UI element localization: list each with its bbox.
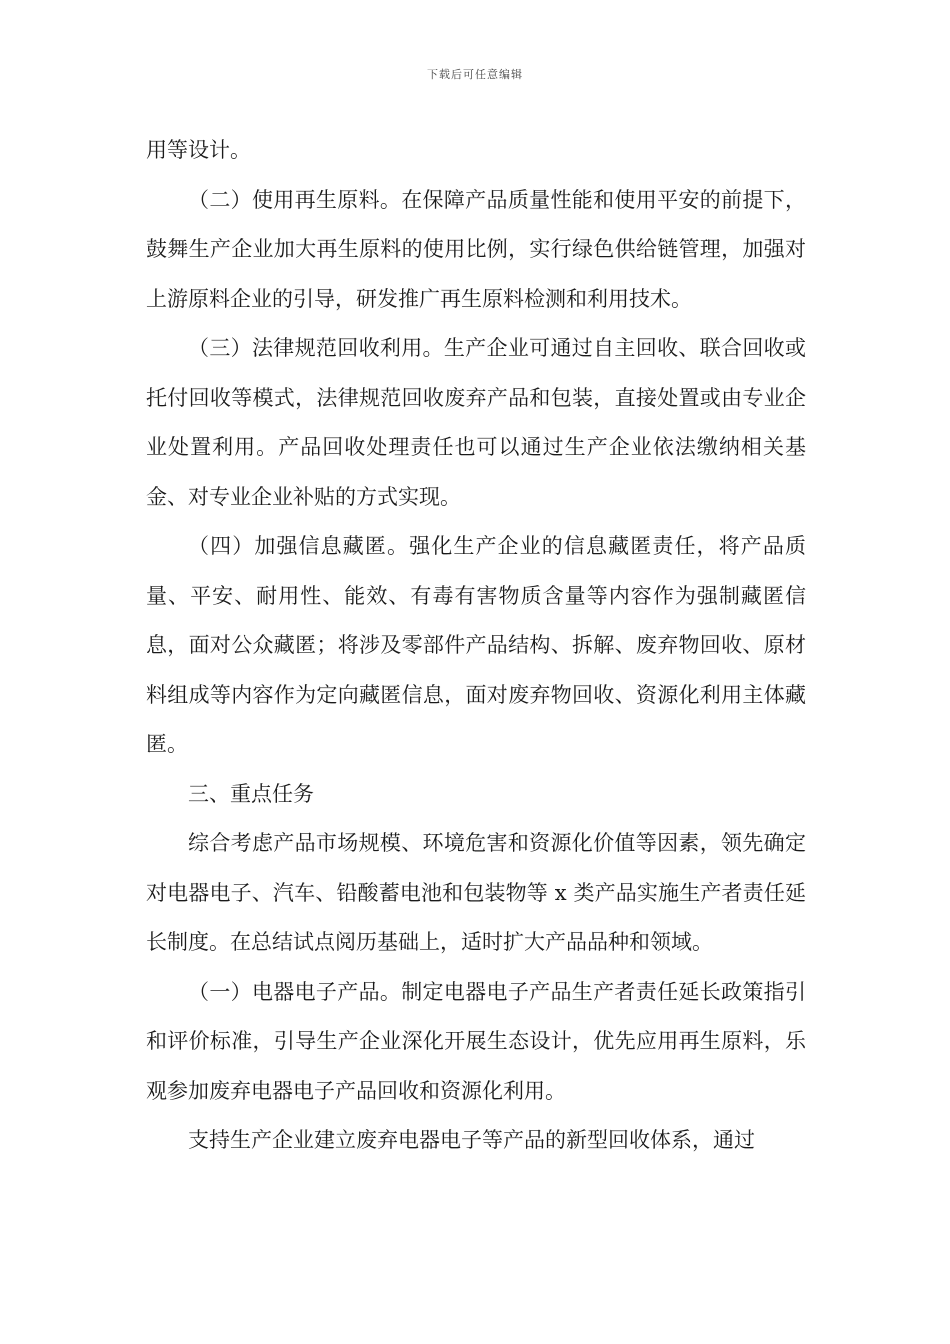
page-header: 下载后可任意编辑 (427, 68, 523, 81)
document-body (146, 126, 806, 1166)
paragraph-recycling-system: 支持生产企业建立废弃电器电子等产品的新型回收体系，通过 (188, 1128, 755, 1152)
paragraph-recycled-materials: （二）使用再生原料。在保障产品质量性能和使用平安的前提下，鼓舞生产企业加大再生原料的使用比例，实行绿色供给链管理，加强对上游原料企业的引导，研发推广再生原料检测和利用技术。 (146, 187, 806, 311)
paragraph-recycling: （三）法律规范回收利用。生产企业可通过自主回收、联合回收或托付回收等模式，法律规范回收废弃产品和包装，直接处置或由专业企业处置利用。产品回收处理责任也可以通过生产企业依法缴纳相关基金、对专业企业补贴的方式实现。 (146, 336, 806, 509)
paragraph-continuation: 用等设计。 (146, 138, 251, 162)
paragraph-overview: 综合考虑产品市场规模、环境危害和资源化价值等因素，领先确定对电器电子、汽车、铅酸蓄电池和包装物等 x 类产品实施生产者责任延长制度。在总结试点阅历基础上，适时扩大产品品种和领域。 (146, 831, 806, 954)
paragraph-disclosure: （四）加强信息藏匿。强化生产企业的信息藏匿责任，将产品质量、平安、耐用性、能效、有毒有害物质含量等内容作为强制藏匿信息，面对公众藏匿；将涉及零部件产品结构、拆解、废弃物回收、原材料组成等内容作为定向藏匿信息，面对废弃物回收、资源化利用主体藏匿。 (146, 534, 806, 756)
section-heading-key-tasks: 三、重点任务 (188, 781, 314, 806)
paragraph-electronics: （一）电器电子产品。制定电器电子产品生产者责任延长政策指引和评价标准，引导生产企业深化开展生态设计，优先应用再生原料，乐观参加废弃电器电子产品回收和资源化利用。 (146, 979, 806, 1103)
